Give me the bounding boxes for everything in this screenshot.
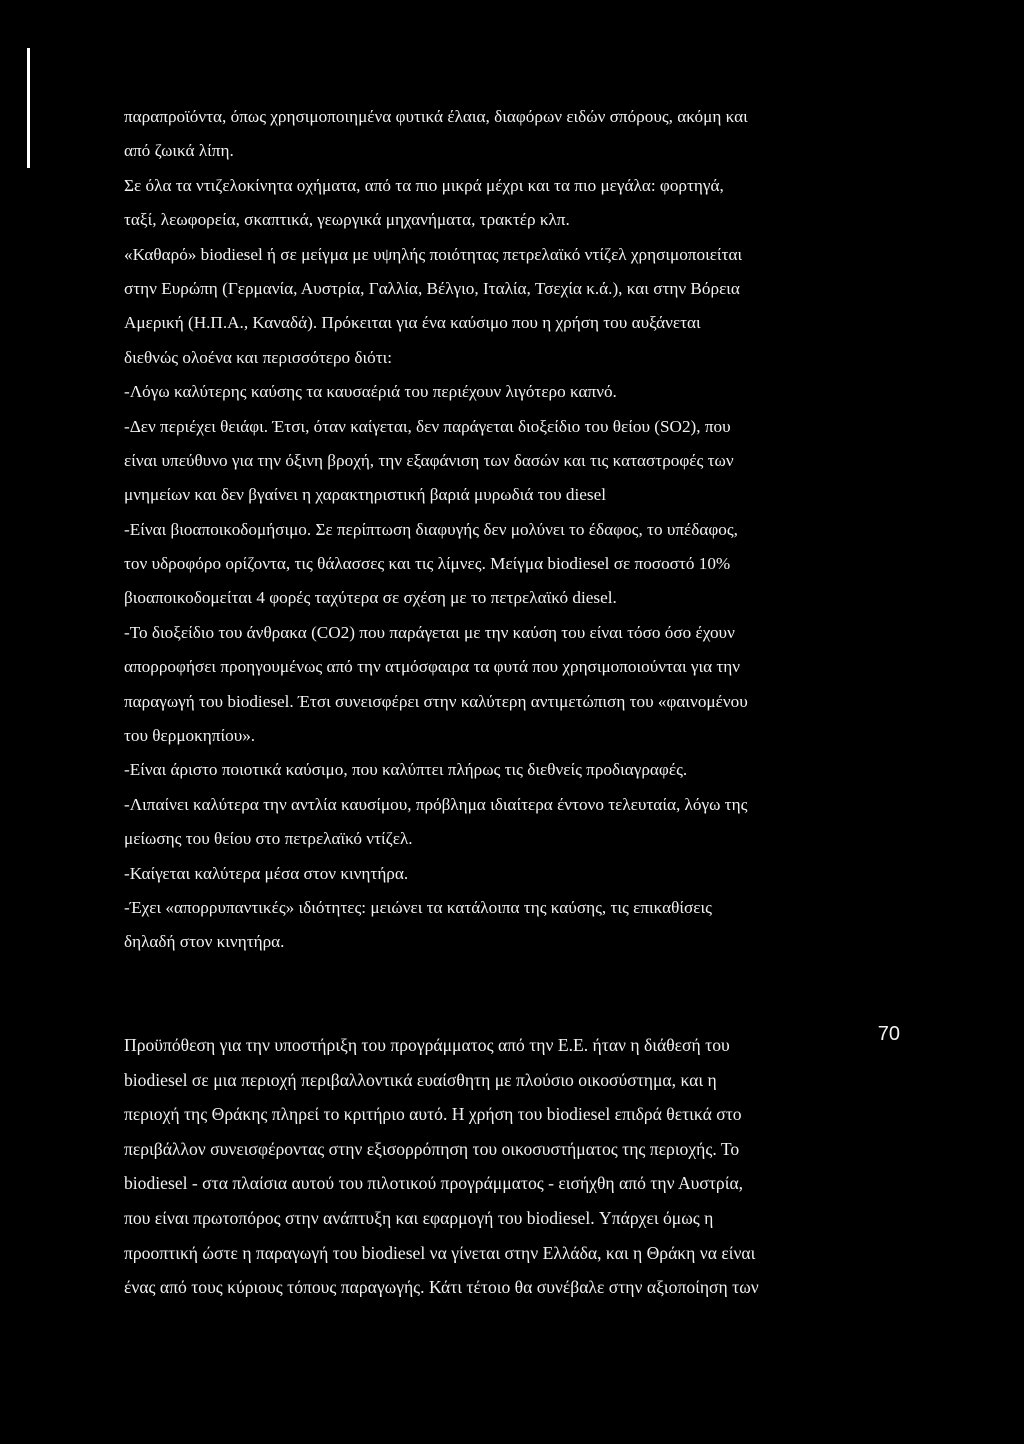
text-line: ένας από τους κύριους τόπους παραγωγής. Κάτι τέτοιο θα συνέβαλε στην αξιοποίηση των [124, 1277, 759, 1298]
text-line: τον υδροφόρο ορίζοντα, τις θάλασσες και τις λίμνες. Μείγμα biodiesel σε ποσοστό 10% [124, 554, 731, 574]
text-line: περιοχή της Θράκης πληρεί το κριτήριο αυτό. Η χρήση του biodiesel επιδρά θετικά στο [124, 1104, 742, 1125]
text-line: «Καθαρό» biodiesel ή σε μείγμα με υψηλής ποιότητας πετρελαϊκό ντίζελ χρησιμοποιείται [124, 244, 743, 264]
text-line: biodiesel - στα πλαίσια αυτού του πιλοτικού προγράμματος - εισήχθη από την Αυστρία, [124, 1173, 744, 1194]
text-line: περιβάλλον συνεισφέροντας στην εξισορρόπηση του οικοσυστήματος της περιοχής. Το [124, 1138, 740, 1159]
text-line: μνημείων και δεν βγαίνει η χαρακτηριστική βαριά μυρωδιά του diesel [124, 485, 607, 505]
text-line: -Λιπαίνει καλύτερα την αντλία καυσίμου, πρόβλημα ιδιαίτερα έντονο τελευταία, λόγω της [124, 794, 748, 814]
text-line: -Το διοξείδιο του άνθρακα (CO2) που παράγεται με την καύση του είναι τόσο όσο έχουν [124, 622, 735, 642]
text-block-biodiesel-uses [124, 100, 914, 960]
text-line: είναι υπεύθυνο για την όξινη βροχή, την εξαφάνιση των δασών και τις καταστροφές των [124, 450, 734, 470]
text-line: του θερμοκηπίου». [124, 726, 256, 746]
text-line: -Έχει «απορρυπαντικές» ιδιότητες: μειώνει τα κατάλοιπα της καύσης, τις επικαθίσεις [124, 897, 712, 917]
page-number: 70 [877, 1023, 900, 1045]
margin-rule [27, 48, 30, 168]
text-line: biodiesel σε μια περιοχή περιβαλλοντικά ευαίσθητη με πλούσιο οικοσύστημα, και η [124, 1069, 717, 1090]
text-line: προοπτική ώστε η παραγωγή του biodiesel να γίνεται στην Ελλάδα, και η Θράκη να είναι [124, 1242, 756, 1263]
text-line: -Λόγω καλύτερης καύσης τα καυσαέριά του περιέχουν λιγότερο καπνό. [124, 382, 617, 402]
text-line: από ζωικά λίπη. [124, 141, 234, 161]
text-line: -Είναι άριστο ποιοτικά καύσιμο, που καλύπτει πλήρως τις διεθνείς προδιαγραφές. [124, 760, 688, 780]
text-line: Σε όλα τα ντιζελοκίνητα οχήματα, από τα πιο μικρά μέχρι και τα πιο μεγάλα: φορτηγά, [124, 175, 724, 195]
text-line: μείωσης του θείου στο πετρελαϊκό ντίζελ. [124, 829, 413, 849]
text-line: Αμερική (Η.Π.Α., Καναδά). Πρόκειται για ένα καύσιμο που η χρήση του αυξάνεται [124, 313, 701, 333]
text-line: -Είναι βιοαποικοδομήσιμο. Σε περίπτωση διαφυγής δεν μολύνει το έδαφος, το υπέδαφος, [124, 519, 738, 539]
text-line: παραγωγή του biodiesel. Έτσι συνεισφέρει στην καλύτερη αντιμετώπιση του «φαινομένου [124, 691, 748, 711]
text-block-thrace-program [124, 1028, 914, 1305]
text-line: Προϋπόθεση για την υποστήριξη του προγράμματος από την Ε.Ε. ήταν η διάθεσή του [124, 1035, 730, 1055]
text-line: απορροφήσει προηγουμένως από την ατμόσφαιρα τα φυτά που χρησιμοποιούνται για την [124, 657, 741, 677]
text-line: -Καίγεται καλύτερα μέσα στον κινητήρα. [124, 863, 409, 883]
text-line: -Δεν περιέχει θειάφι. Έτσι, όταν καίγεται, δεν παράγεται διοξείδιο του θείου (SO2), που [124, 416, 731, 436]
text-line: βιοαποικοδομείται 4 φορές ταχύτερα σε σχέση με το πετρελαϊκό diesel. [124, 588, 617, 608]
text-line: διεθνώς ολοένα και περισσότερο διότι: [124, 347, 393, 367]
text-line: στην Ευρώπη (Γερμανία, Αυστρία, Γαλλία, Βέλγιο, Ιταλία, Τσεχία κ.ά.), και στην Βόρεια [124, 278, 740, 298]
text-line: ταξί, λεωφορεία, σκαπτικά, γεωργικά μηχανήματα, τρακτέρ κλπ. [124, 210, 570, 230]
text-line: δηλαδή στον κινητήρα. [124, 932, 285, 952]
text-line: παραπροϊόντα, όπως χρησιμοποιημένα φυτικά έλαια, διαφόρων ειδών σπόρους, ακόμη και [124, 107, 748, 126]
text-line: που είναι πρωτοπόρος στην ανάπτυξη και εφαρμογή του biodiesel. Υπάρχει όμως η [124, 1207, 714, 1228]
